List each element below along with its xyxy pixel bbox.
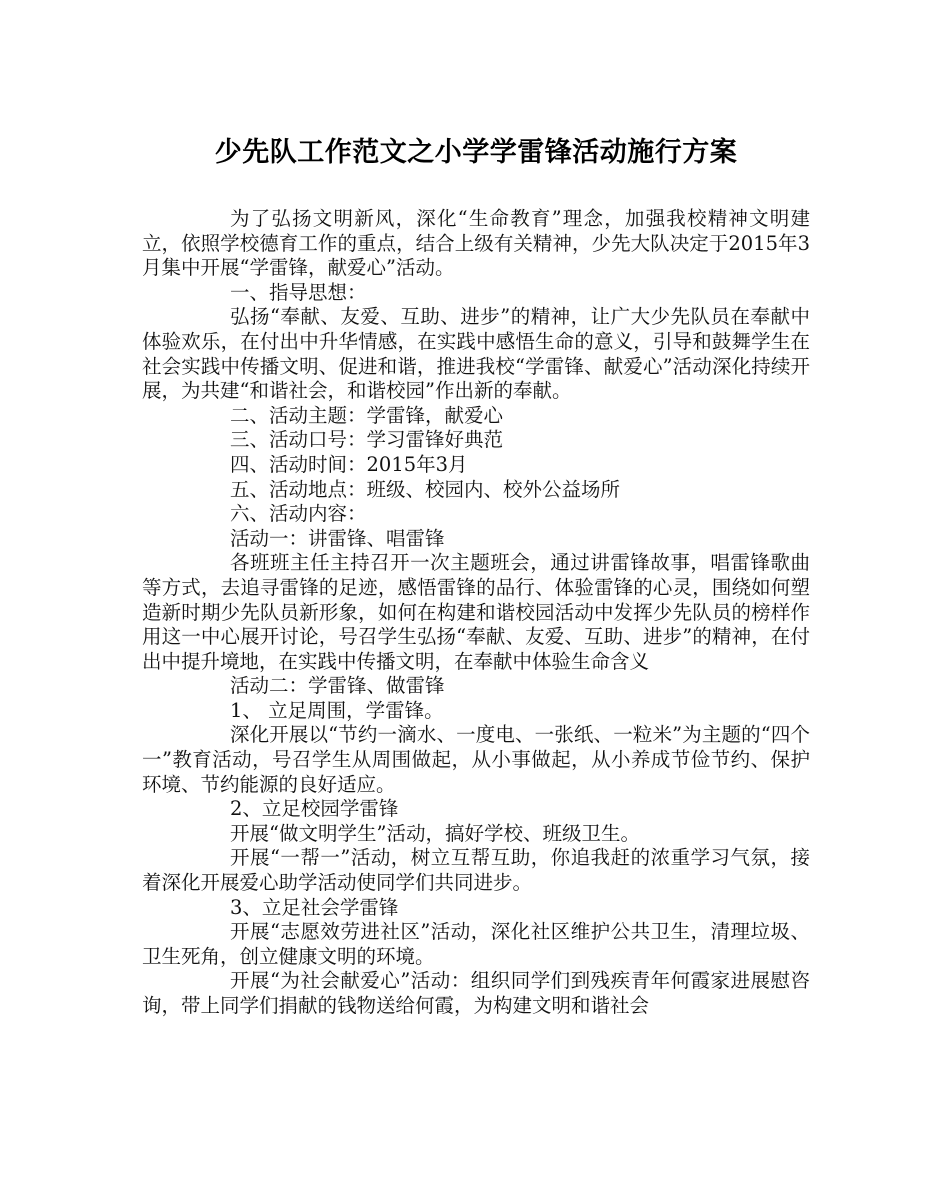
paragraph-activity-one: 各班班主任主持召开一次主题班会，通过讲雷锋故事，唱雷锋歌曲等方式，去追寻雷锋的足迹，感悟雷锋的品行、体验雷锋的心灵，围绕如何塑造新时期少先队员新形象，如何在构建和谐校园活动中发挥少先队员的榜样作用这一中心展开讨论，号召学生弘扬“奉献、友爱、互助、进步”的精神，在付出中提升境地，在实践中传播文明，在奉献中体验生命含义 [142, 551, 810, 673]
heading-activity-two: 活动二：学雷锋、做雷锋 [230, 674, 445, 698]
paragraph-campus-2: 开展“一帮一”活动，树立互帮互助，你追我赶的浓重学习气氛，接着深化开展爱心助学活动使同学们共同进步。 [142, 846, 810, 895]
paragraph-intro: 为了弘扬文明新风，深化“生命教育”理念，加强我校精神文明建立，依照学校德育工作的重点，结合上级有关精神，少先大队决定于2015年3月集中开展“学雷锋，献爱心”活动。 [142, 207, 810, 280]
heading-activity-location: 五、活动地点：班级、校园内、校外公益场所 [230, 477, 621, 501]
subheading-surroundings: 1、 立足周围，学雷锋。 [230, 698, 444, 722]
heading-activity-theme: 二、活动主题：学雷锋，献爱心 [230, 403, 504, 427]
heading-activity-one: 活动一：讲雷锋、唱雷锋 [230, 526, 445, 550]
document-title: 少先队工作范文之小学学雷锋活动施行方案 [214, 137, 738, 168]
document-body [142, 207, 810, 1019]
document-page [142, 0, 810, 1189]
subheading-society: 3、立足社会学雷锋 [230, 895, 399, 919]
paragraph-society-1: 开展“志愿效劳进社区”活动，深化社区维护公共卫生，清理垃圾、卫生死角，创立健康文明的环境。 [142, 920, 810, 968]
heading-activity-time: 四、活动时间：2015年3月 [230, 452, 468, 476]
heading-activity-content: 六、活动内容： [230, 502, 367, 526]
paragraph-campus-1: 开展“做文明学生”活动，搞好学校、班级卫生。 [230, 821, 640, 845]
heading-guiding-thought: 一、指导思想： [230, 280, 367, 304]
paragraph-surroundings: 深化开展以“节约一滴水、一度电、一张纸、一粒米”为主题的“四个一”教育活动，号召学生从周围做起，从小事做起，从小养成节俭节约、保护环境、节约能源的良好适应。 [142, 723, 810, 796]
paragraph-guiding-thought: 弘扬“奉献、友爱、互助、进步”的精神，让广大少先队员在奉献中体验欢乐，在付出中升华情感，在实践中感悟生命的意义，引导和鼓舞学生在社会实践中传播文明、促进和谐，推进我校“学雷锋、献爱心”活动深化持续开展，为共建“和谐社会，和谐校园”作出新的奉献。 [142, 305, 810, 403]
heading-activity-slogan: 三、活动口号：学习雷锋好典范 [230, 428, 504, 452]
paragraph-society-2: 开展“为社会献爱心”活动：组织同学们到残疾青年何霞家进展慰咨询，带上同学们捐献的钱物送给何霞，为构建文明和谐社会 [142, 969, 810, 1017]
subheading-campus: 2、立足校园学雷锋 [230, 797, 399, 821]
